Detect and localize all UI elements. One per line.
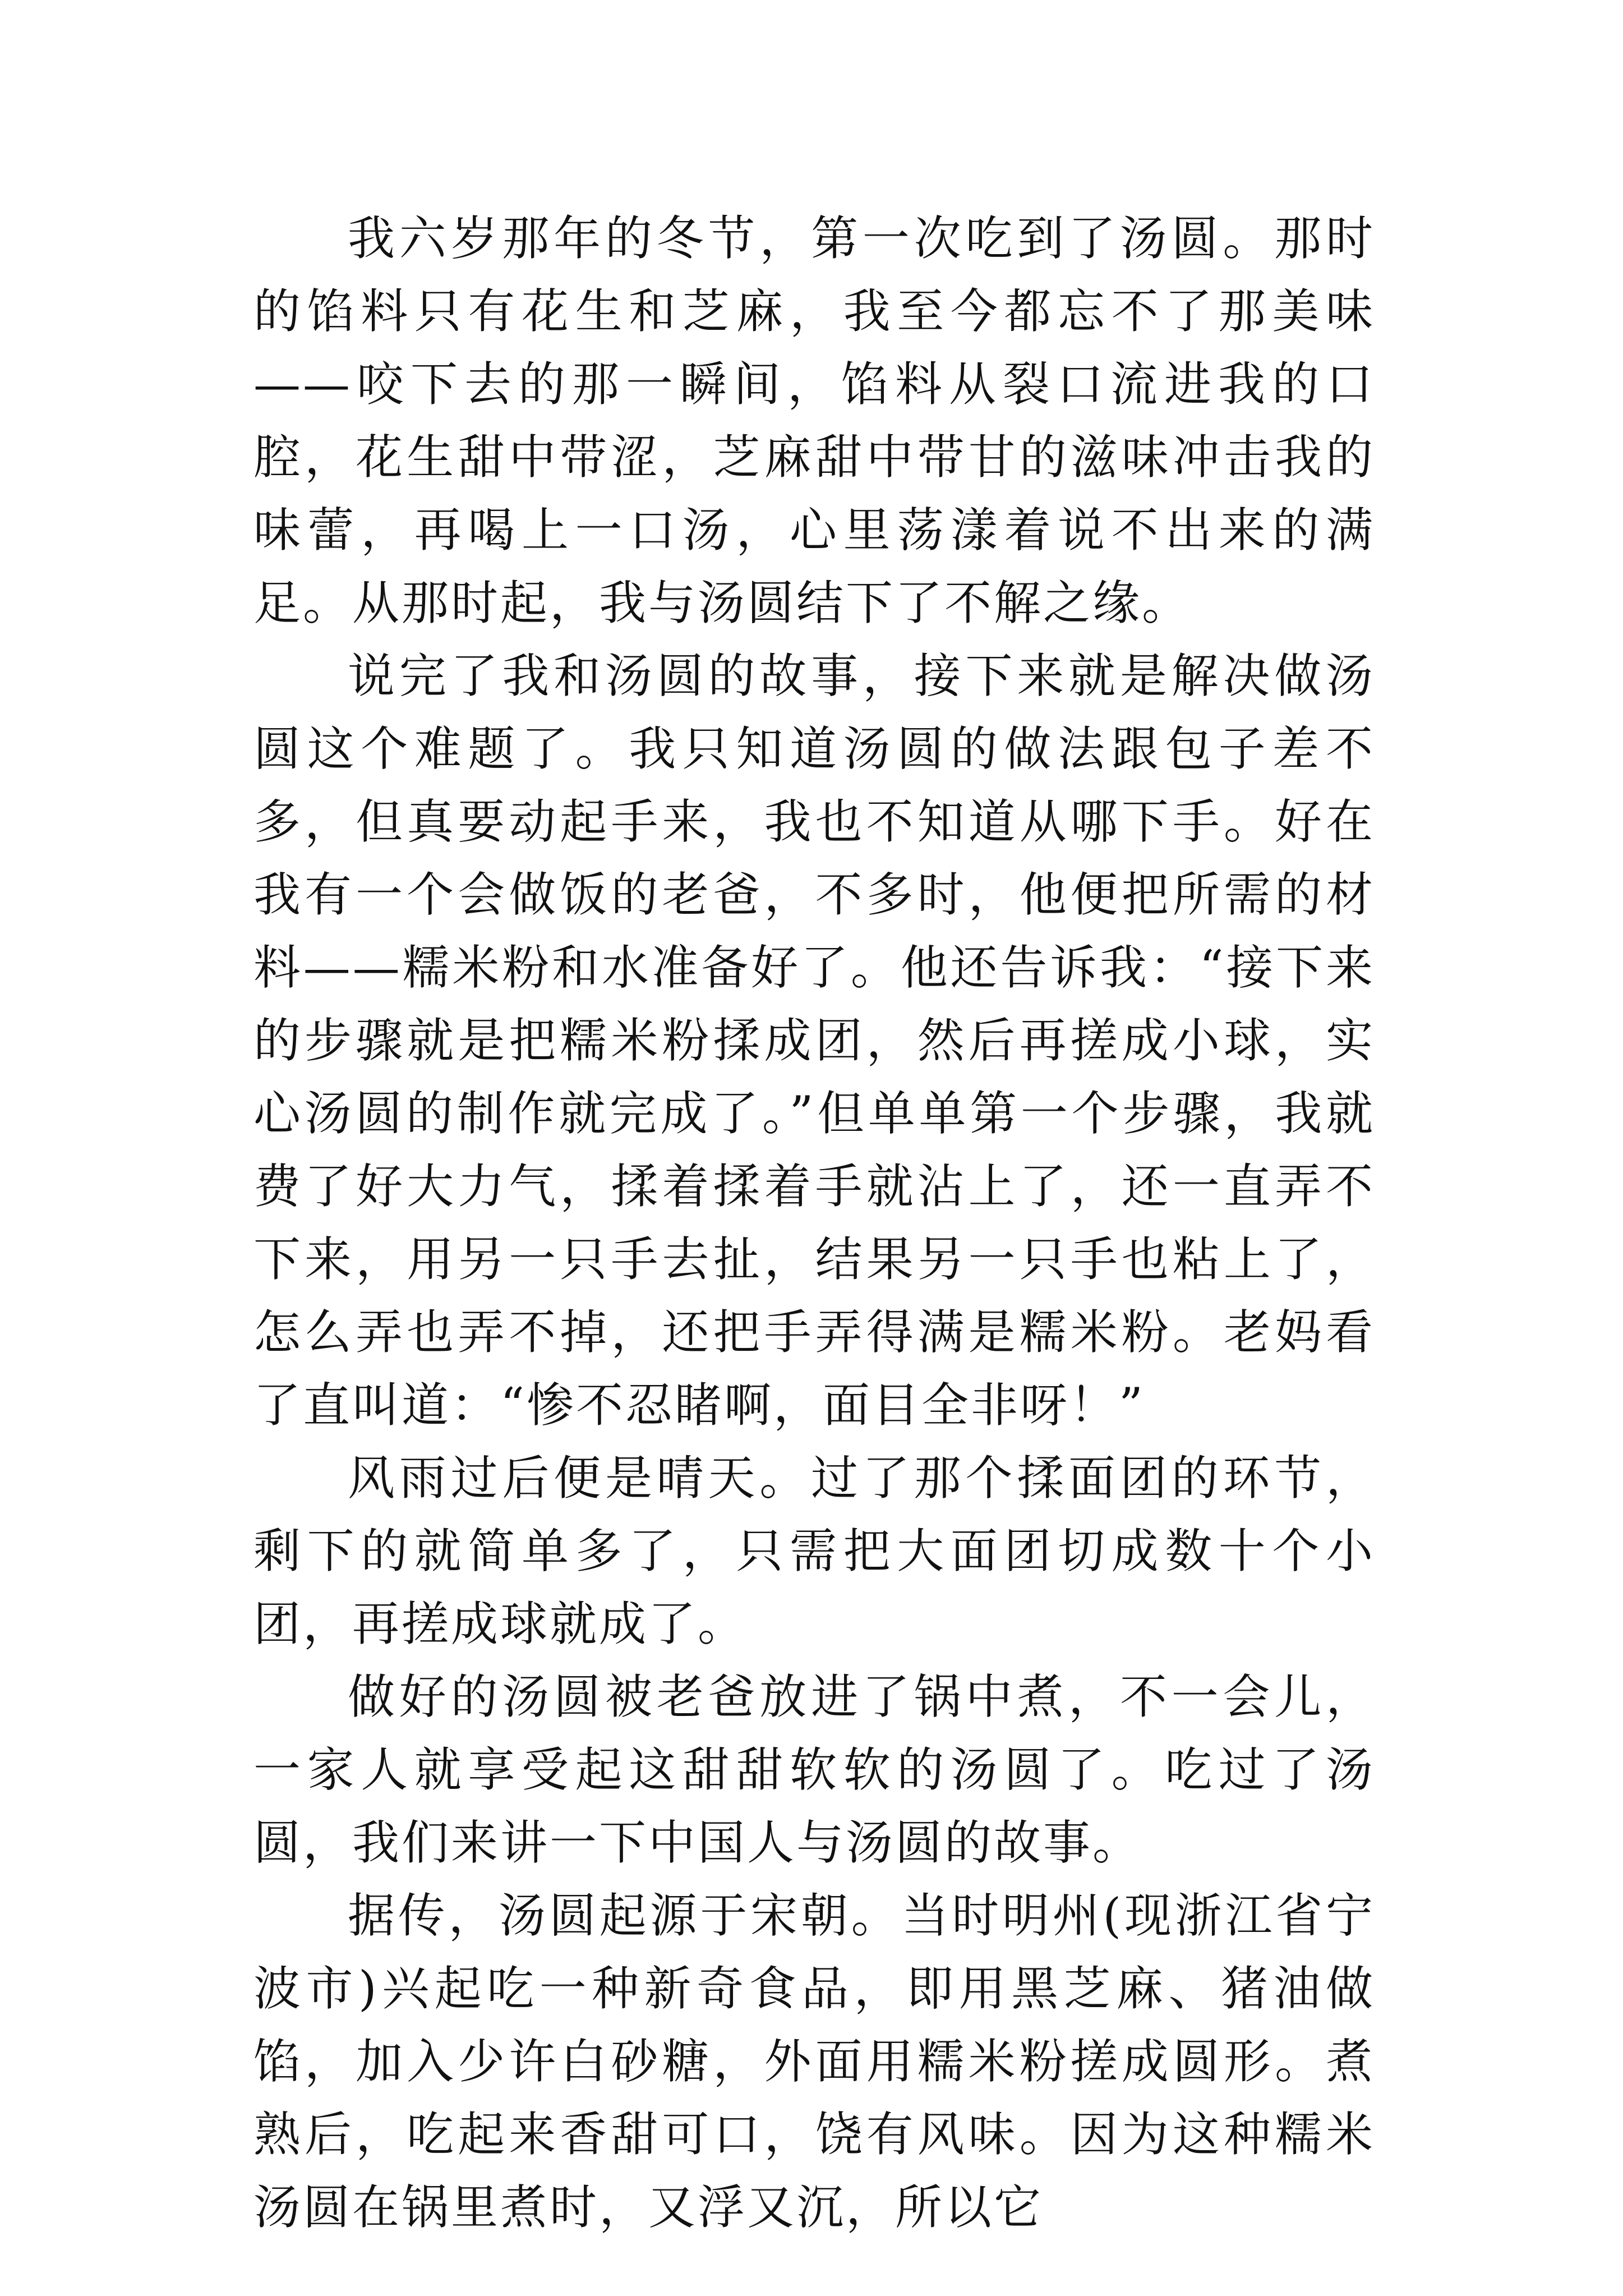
body-text [253, 202, 1375, 2244]
paragraph-cooking-and-eating: 做好的汤圆被老爸放进了锅中煮，不一会儿，一家人就享受起这甜甜软软的汤圆了。吃过了汤圆，我们来讲一下中国人与汤圆的故事。 [253, 1669, 1375, 1870]
paragraph-making-tangyuan: 说完了我和汤圆的故事，接下来就是解决做汤圆这个难题了。我只知道汤圆的做法跟包子差不多，但真要动起手来，我也不知道从哪下手。好在我有一个会做饭的老爸，不多时，他便把所需的材料——糯米粉和水准备好了。他还告诉我：“接下来的步骤就是把糯米粉揉成团，然后再搓成小球，实心汤圆的制作就完成了。”但单单第一个步骤，我就费了好大力气，揉着揉着手就沾上了，还一直弄不下来，用另一只手去扯，结果另一只手也粘上了，怎么弄也弄不掉，还把手弄得满是糯米粉。老妈看了直叫道：“惨不忍睹啊，面目全非呀！” [253, 648, 1375, 1433]
paragraph-first-tangyuan-memory: 我六岁那年的冬节，第一次吃到了汤圆。那时的馅料只有花生和芝麻，我至今都忘不了那美味——咬下去的那一瞬间，馅料从裂口流进我的口腔，花生甜中带涩，芝麻甜中带甘的滋味冲击我的味蕾，再喝上一口汤，心里荡漾着说不出来的满足。从那时起，我与汤圆结下了不解之缘。 [253, 211, 1375, 631]
paragraph-after-the-storm: 风雨过后便是晴天。过了那个揉面团的环节，剩下的就简单多了，只需把大面团切成数十个小团，再搓成球就成了。 [253, 1451, 1375, 1651]
paragraph-history-of-tangyuan: 据传，汤圆起源于宋朝。当时明州(现浙江省宁波市)兴起吃一种新奇食品，即用黑芝麻、猪油做馅，加入少许白砂糖，外面用糯米粉搓成圆形。煮熟后，吃起来香甜可口，饶有风味。因为这种糯米汤圆在锅里煮时，又浮又沉，所以它 [253, 1888, 1375, 2235]
